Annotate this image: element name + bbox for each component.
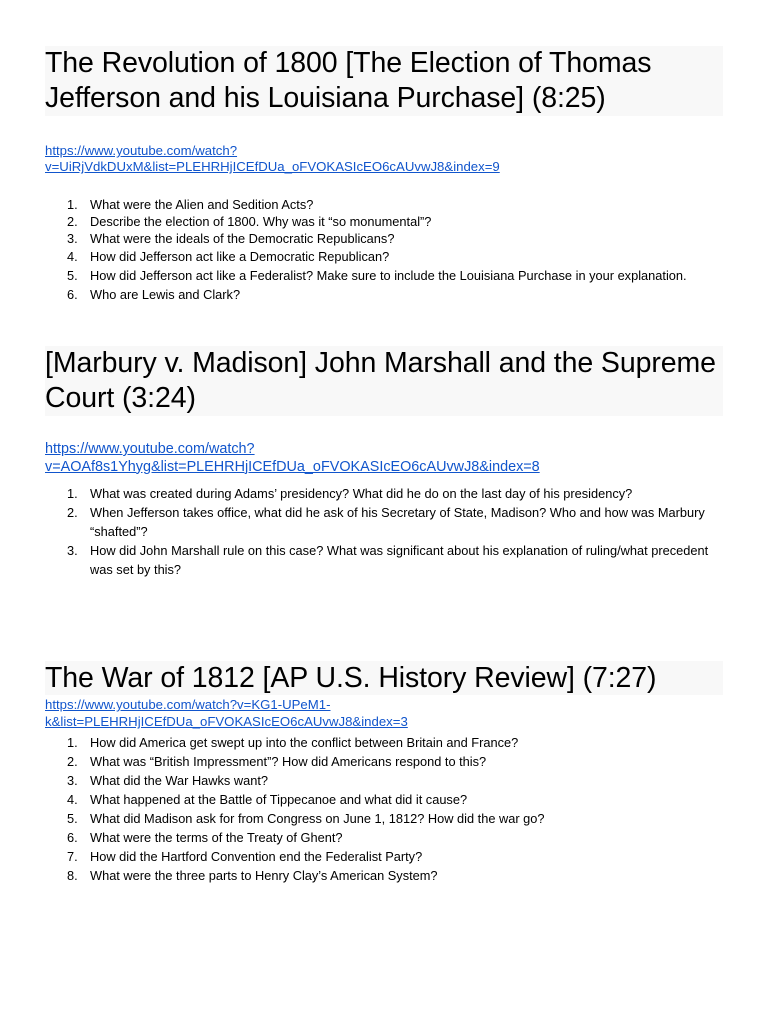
link-text-line-1: https://www.youtube.com/watch? <box>45 441 255 457</box>
link-text-line-1: https://www.youtube.com/watch?v=KG1-UPeM1- <box>45 697 331 712</box>
list-item <box>45 771 723 790</box>
question-text: Describe the election of 1800. Why was it “so monumental”? <box>90 214 432 229</box>
video-link[interactable] <box>45 696 723 730</box>
list-item <box>45 503 723 541</box>
list-number: 6. <box>67 830 78 845</box>
section-revolution-1800 <box>45 46 723 304</box>
list-number: 4. <box>67 792 78 807</box>
list-number: 1. <box>67 486 78 501</box>
list-number: 2. <box>67 505 78 520</box>
question-list <box>45 733 723 885</box>
list-item <box>45 733 723 752</box>
list-item <box>45 866 723 885</box>
link-text-line-2: k&list=PLEHRHjICEfDUa_oFVOKASIcEO6cAUvwJ8&index=3 <box>45 714 408 729</box>
list-number: 8. <box>67 868 78 883</box>
list-number: 3. <box>67 231 78 246</box>
question-text: How did the Hartford Convention end the Federalist Party? <box>90 849 423 864</box>
question-text: What was created during Adams’ presidency? What did he do on the last day of his presidency? <box>90 486 633 501</box>
list-number: 4. <box>67 249 78 264</box>
list-number: 1. <box>67 735 78 750</box>
list-item <box>45 752 723 771</box>
question-text: How did Jefferson act like a Federalist? Make sure to include the Louisiana Purchase in your explanation. <box>90 268 687 283</box>
list-number: 1. <box>67 197 78 212</box>
link-text-line-1: https://www.youtube.com/watch? <box>45 143 238 158</box>
question-text: When Jefferson takes office, what did he ask of his Secretary of State, Madison? Who and how was Marbury “shafted”? <box>90 505 705 539</box>
section-marbury-v-madison <box>45 346 723 579</box>
question-text: What were the ideals of the Democratic Republicans? <box>90 231 395 246</box>
list-number: 7. <box>67 849 78 864</box>
question-text: How did Jefferson act like a Democratic Republican? <box>90 249 390 264</box>
link-text-line-2: v=UiRjVdkDUxM&list=PLEHRHjICEfDUa_oFVOKASIcEO6cAUvwJ8&index=9 <box>45 159 500 174</box>
list-number: 2. <box>67 214 78 229</box>
link-text-line-2: v=AOAf8s1Yhyg&list=PLEHRHjICEfDUa_oFVOKASIcEO6cAUvwJ8&index=8 <box>45 458 540 475</box>
question-list <box>45 484 723 579</box>
list-number: 6. <box>67 287 78 302</box>
question-text: Who are Lewis and Clark? <box>90 287 241 302</box>
list-item <box>45 809 723 828</box>
section-heading: The War of 1812 [AP U.S. History Review] (7:27) <box>45 661 723 695</box>
list-item <box>45 230 723 247</box>
question-text: What was “British Impressment”? How did Americans respond to this? <box>90 754 487 769</box>
list-item <box>45 266 723 285</box>
question-text: What were the terms of the Treaty of Ghent? <box>90 830 343 845</box>
list-number: 3. <box>67 543 78 558</box>
question-text: What did Madison ask for from Congress on June 1, 1812? How did the war go? <box>90 811 545 826</box>
question-text: What were the Alien and Sedition Acts? <box>90 197 314 212</box>
list-item <box>45 541 723 579</box>
section-heading: The Revolution of 1800 [The Election of Thomas Jefferson and his Louisiana Purchase] (8:25) <box>45 46 723 116</box>
question-text: How did John Marshall rule on this case? What was significant about his explanation of ruling/what precedent was set by this? <box>90 543 709 577</box>
list-number: 5. <box>67 811 78 826</box>
list-item <box>45 285 723 304</box>
list-item <box>45 196 723 213</box>
list-item <box>45 484 723 503</box>
question-text: What happened at the Battle of Tippecanoe and what did it cause? <box>90 792 468 807</box>
list-item <box>45 247 723 266</box>
question-list <box>45 196 723 304</box>
list-item <box>45 790 723 809</box>
section-heading: [Marbury v. Madison] John Marshall and the Supreme Court (3:24) <box>45 346 723 416</box>
list-number: 2. <box>67 754 78 769</box>
list-number: 5. <box>67 268 78 283</box>
list-item <box>45 213 723 230</box>
list-item <box>45 847 723 866</box>
section-war-of-1812 <box>45 661 723 885</box>
question-text: How did America get swept up into the conflict between Britain and France? <box>90 735 519 750</box>
question-text: What were the three parts to Henry Clay’s American System? <box>90 868 438 883</box>
list-item <box>45 828 723 847</box>
video-link[interactable] <box>45 143 723 175</box>
list-number: 3. <box>67 773 78 788</box>
question-text: What did the War Hawks want? <box>90 773 269 788</box>
video-link[interactable] <box>45 441 723 476</box>
